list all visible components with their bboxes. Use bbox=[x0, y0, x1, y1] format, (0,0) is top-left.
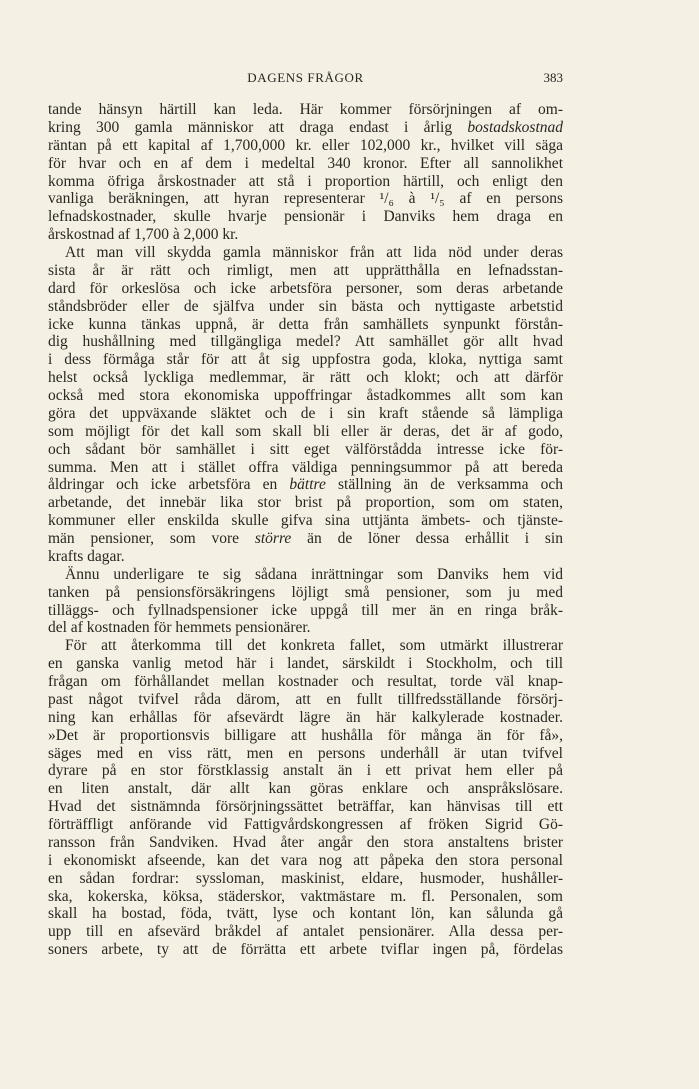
line-text: Hvad det sistnämnda försörjningssättet beträffar, kan hänvisas till ett bbox=[48, 798, 563, 816]
line-text: kommuner eller enskilda skulle gifva sina uttjänta ämbets- och tjänste- bbox=[48, 512, 563, 530]
line-text: kring 300 gamla människor att draga endast i årlig bbox=[48, 118, 468, 136]
text-line bbox=[48, 923, 563, 941]
text-line bbox=[48, 619, 563, 637]
line-text: också med stora ekonomiska uppoffringar åstadkommes allt som kan bbox=[48, 387, 563, 404]
line-text: en ganska vanlig metod här i landet, särskildt i Stockholm, och till bbox=[48, 655, 563, 673]
line-text: ning kan erhållas för afsevärdt lägre än här kalkylerade kostnader. bbox=[48, 708, 563, 726]
line-text: helst också lyckliga medlemmar, är rätt och klokt; och att därför bbox=[48, 369, 563, 387]
line-text: tilläggs- och fyllnadspensioner icke uppgå till mer än en ringa bråk- bbox=[48, 601, 563, 619]
text-line bbox=[48, 888, 563, 906]
text-line bbox=[48, 548, 563, 566]
text-line bbox=[48, 941, 563, 959]
text-line bbox=[48, 709, 563, 727]
line-text: i dess förmåga står för att åt sig uppfostra goda, kloka, nyttiga samt bbox=[48, 351, 563, 369]
line-text: komma öfriga årskostnader att stå i proportion härtill, och enligt den bbox=[48, 172, 563, 190]
text-line bbox=[48, 512, 563, 530]
text-line bbox=[48, 816, 563, 834]
text-line bbox=[48, 905, 563, 923]
line-text: män pensioner, som vore bbox=[48, 530, 255, 547]
line-text: säges med en viss rätt, men en persons underhåll är utan tvifvel bbox=[48, 744, 563, 762]
text-line bbox=[48, 459, 563, 477]
text-line bbox=[48, 423, 563, 441]
text-line bbox=[48, 316, 563, 334]
line-text: än de löner dessa erhållit i sin bbox=[291, 530, 563, 547]
line-text: dyrare på en stor förstklassig anstalt än i ett privat hem eller på bbox=[48, 762, 563, 780]
line-text: För att återkomma till det konkreta fallet, som utmärkt illustrerar bbox=[65, 637, 563, 655]
text-line bbox=[48, 637, 563, 655]
text-line bbox=[48, 566, 563, 584]
text-line bbox=[48, 852, 563, 870]
text-line bbox=[48, 727, 563, 745]
line-text: arbetande, det innebär lika stor brist på proportion, som om staten, bbox=[48, 494, 563, 512]
text-line bbox=[48, 602, 563, 620]
text-line bbox=[48, 387, 563, 405]
text-line bbox=[48, 834, 563, 852]
line-text: soners arbete, ty att de förrätta ett arbete tviflar ingen på, fördelas bbox=[48, 941, 563, 959]
line-text: »Det är proportionsvis billigare att hushålla för många än för få», bbox=[48, 726, 563, 744]
text-line bbox=[48, 691, 563, 709]
line-text: ska, kokerska, köksa, städerskor, vaktmästare m. fl. Personalen, som bbox=[48, 887, 563, 905]
line-text: skall ha bostad, föda, tvätt, lyse och kontant lön, kan sålunda gå bbox=[48, 905, 563, 923]
page-number: 383 bbox=[543, 70, 563, 85]
line-text: Att man vill skydda gamla människor från att lida nöd under deras bbox=[65, 244, 563, 261]
text-line bbox=[48, 155, 563, 173]
line-text: ransson från Sandviken. Hvad åter angår den stora anstaltens brister bbox=[48, 833, 563, 851]
text-line bbox=[48, 476, 563, 494]
line-text: dig hushållning med tillgängliga medel? Att samhället gör allt hvad bbox=[48, 333, 563, 351]
text-line bbox=[48, 405, 563, 423]
text-line bbox=[48, 351, 563, 369]
emphasis: bostadskostnad bbox=[467, 118, 563, 136]
line-text: årskostnad af 1,700 à 2,000 kr. bbox=[48, 226, 239, 244]
line-text: ställning än de verksamma och bbox=[325, 476, 563, 494]
text-line bbox=[48, 208, 563, 226]
line-text: som möjligt för det kall som skall bli eller är deras, det är af godo, bbox=[48, 422, 563, 440]
line-text: krafts dagar. bbox=[48, 547, 125, 565]
text-line bbox=[48, 369, 563, 387]
text-line bbox=[48, 262, 563, 280]
line-text: del af kostnaden för hemmets pensionärer. bbox=[48, 619, 311, 637]
page-header bbox=[48, 70, 563, 90]
line-text: tanken på pensionsförsäkringens löjligt små pensioner, som ju med bbox=[48, 583, 563, 601]
running-head: DAGENS FRÅGOR bbox=[247, 70, 364, 85]
text-line bbox=[48, 655, 563, 673]
text-line bbox=[48, 137, 563, 155]
line-text: vanliga beräkningen, att hyran representerar ¹/₆ à ¹/₅ af en persons bbox=[48, 190, 563, 208]
text-line bbox=[48, 530, 563, 548]
line-text: lefnadskostnader, skulle hvarje pensionär i Danviks hem draga en bbox=[48, 208, 563, 226]
emphasis: större bbox=[254, 530, 292, 547]
text-line bbox=[48, 441, 563, 459]
emphasis: bättre bbox=[289, 476, 326, 494]
text-line bbox=[48, 298, 563, 316]
line-text: åldringar och icke arbetsföra en bbox=[48, 476, 290, 494]
text-line bbox=[48, 333, 563, 351]
line-text: summa. Men att i stället offra väldiga penningsummor på att bereda bbox=[48, 458, 563, 476]
line-text: göra det uppväxande släktet och de i sin kraft stående så lämpliga bbox=[48, 404, 563, 422]
line-text: en sådan fordrar: syssloman, maskinist, eldare, husmoder, hushåller- bbox=[48, 869, 563, 887]
line-text: och sådant bör samhället i sitt eget välförstådda intresse icke för- bbox=[48, 440, 563, 458]
text-line bbox=[48, 244, 563, 262]
line-text: ståndsbröder eller de själfva under sin bästa och nyttigaste arbetstid bbox=[48, 297, 563, 315]
line-text: förträffligt anförande vid Fattigvårdskongressen af fröken Sigrid Gö- bbox=[48, 816, 563, 833]
text-line bbox=[48, 280, 563, 298]
line-text: en liten anstalt, där allt kan göras enklare och anspråkslösare. bbox=[48, 780, 563, 798]
text-line bbox=[48, 673, 563, 691]
text-line bbox=[48, 798, 563, 816]
line-text: past något tvifvel råda därom, att en fullt tillfredsställande försörj- bbox=[48, 690, 563, 708]
text-line bbox=[48, 584, 563, 602]
text-line bbox=[48, 870, 563, 888]
text-line bbox=[48, 190, 563, 208]
line-text: upp till en afsevärd bråkdel af antalet pensionärer. Alla dessa per- bbox=[48, 923, 563, 941]
text-line bbox=[48, 101, 563, 119]
line-text: Ännu underligare te sig sådana inrättningar som Danviks hem vid bbox=[65, 565, 563, 583]
text-line bbox=[48, 119, 563, 137]
line-text: icke kunna tänkas uppnå, är detta från samhällets synpunkt förstån- bbox=[48, 315, 563, 333]
line-text: räntan på ett kapital af 1,700,000 kr. eller 102,000 kr., hvilket vill säga bbox=[48, 136, 563, 154]
text-line bbox=[48, 226, 563, 244]
line-text: tande hänsyn härtill kan leda. Här kommer försörjningen af om- bbox=[48, 101, 563, 118]
line-text: i ekonomiskt afseende, kan det vara nog att påpeka den stora personal bbox=[48, 851, 563, 869]
line-text: dard för orkeslösa och icke arbetsföra personer, som deras arbetande bbox=[48, 279, 563, 297]
text-line bbox=[48, 173, 563, 191]
text-line bbox=[48, 494, 563, 512]
text-line bbox=[48, 762, 563, 780]
text-line bbox=[48, 780, 563, 798]
text-line bbox=[48, 745, 563, 763]
line-text: sista år är rätt och rimligt, men att upprätthålla en lefnadsstan- bbox=[48, 261, 563, 279]
line-text: för hvar och en af dem i medeltal 340 kronor. Efter all sannolikhet bbox=[48, 154, 563, 172]
body-text bbox=[48, 101, 563, 959]
line-text: frågan om förhållandet mellan kostnader och resultat, torde väl knap- bbox=[48, 673, 563, 690]
